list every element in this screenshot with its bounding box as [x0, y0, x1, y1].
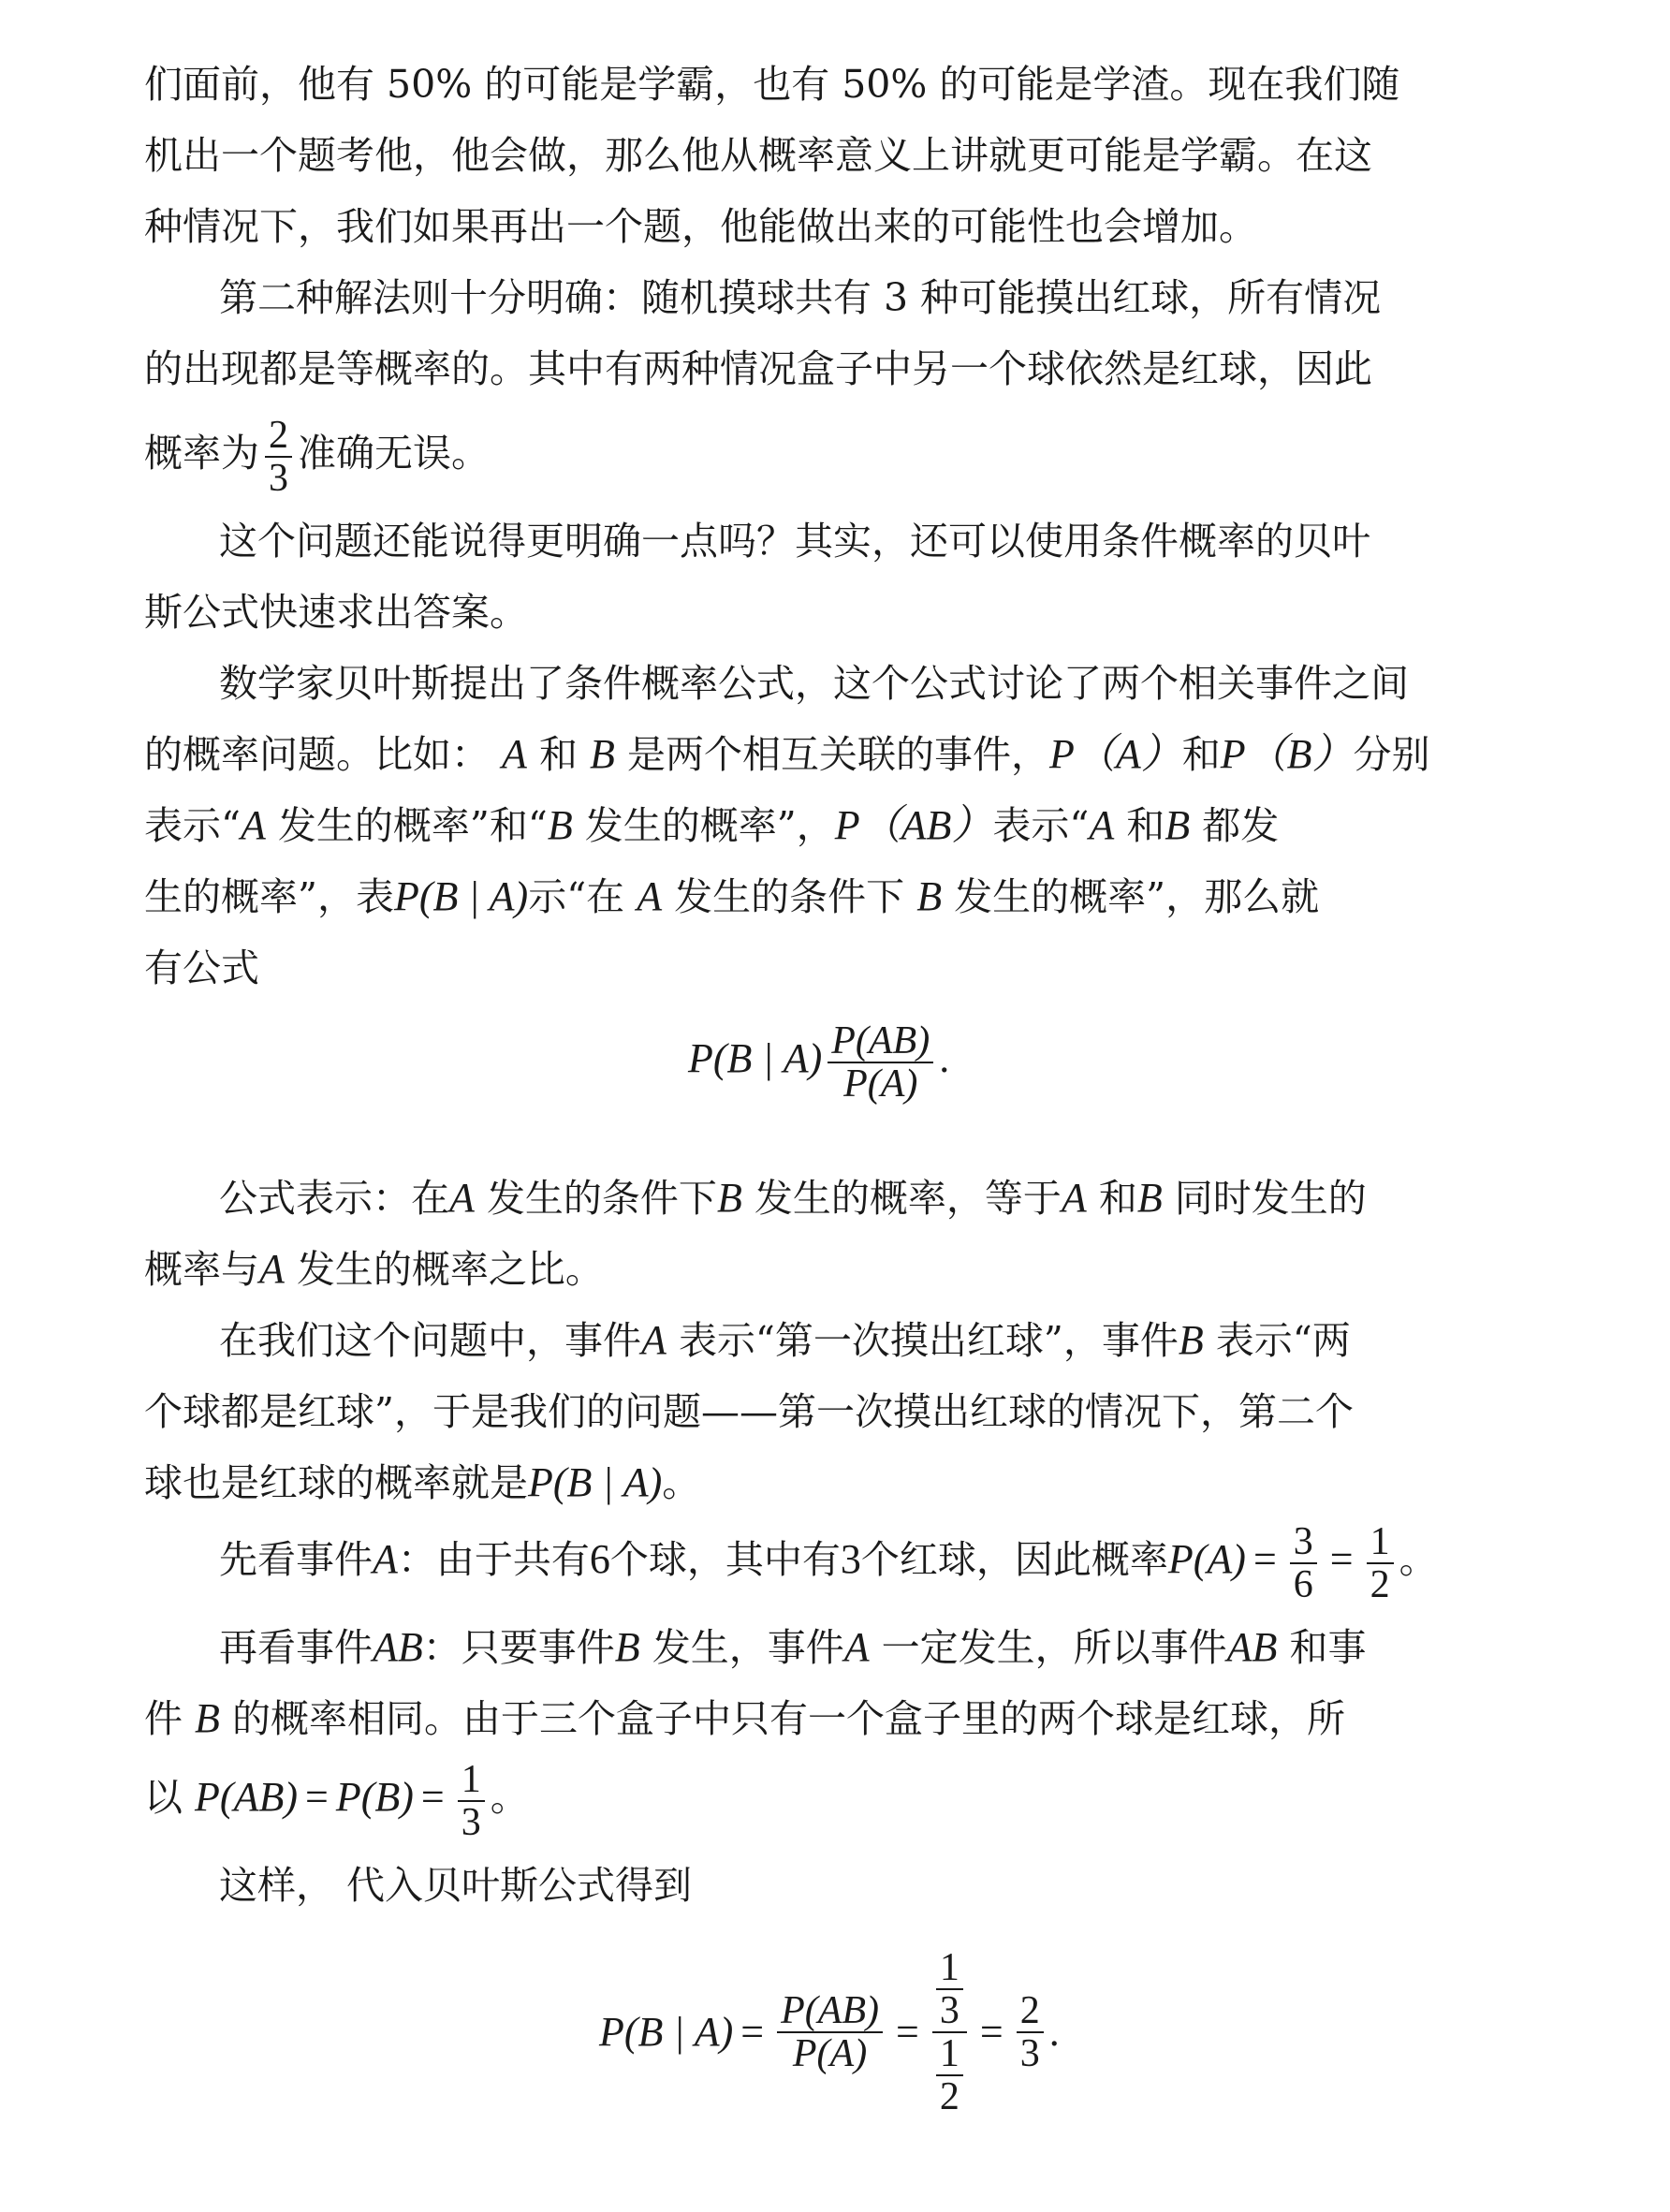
text-line: 斯公式快速求出答案。: [144, 590, 528, 635]
text: 准确无误。: [298, 431, 490, 476]
text-line: 在我们这个问题中，事件A 表示“第一次摸出红球”，事件B 表示“两: [219, 1317, 1351, 1363]
text-line: 表示“A 发生的概率”和“B 发生的概率”，P（AB）表示“A 和B 都发: [144, 802, 1280, 848]
fraction-two-thirds: $\frac{2}{3}$: [1017, 1990, 1044, 2074]
fraction: $\frac{P(AB)}{P(A)}$: [828, 1020, 933, 1105]
text-line: 先看事件A：由于共有6个球，其中有3个红球，因此概率P(A) = $\frac{3}{6}$ = $\frac{1}{2}$ 。: [219, 1519, 1438, 1606]
text-line: 概率与A 发生的概率之比。: [144, 1246, 604, 1292]
text-line: 的概率问题。比如： A 和 B 是两个相互关联的事件，P（A）和P（B）分别: [144, 731, 1430, 777]
text-line: [144, 406, 490, 500]
fraction-three-sixths: $\frac{3}{6}$: [1290, 1521, 1317, 1605]
text-line: 再看事件AB：只要事件B 发生，事件A 一定发生，所以事件AB 和事: [219, 1624, 1367, 1670]
text-line: 机出一个题考他，他会做，那么他从概率意义上讲就更可能是学霸。在这: [144, 133, 1372, 178]
text-line: 有公式: [144, 945, 259, 990]
fraction-one-third: $\frac{1}{3}$: [458, 1759, 485, 1843]
text-line: 件 B 的概率相同。由于三个盒子中只有一个盒子里的两个球是红球，所: [144, 1695, 1345, 1741]
bayes-formula: P(B | A) $\frac{P(AB)}{P(A)}$ .: [688, 1019, 950, 1106]
text-line: 的出现都是等概率的。其中有两种情况盒子中另一个球依然是红球，因此: [144, 346, 1372, 391]
bayes-result-formula: P(B | A) = $\frac{P(AB)}{P(A)}$ = $\frac{\frac{1}{3}}{\frac{1}{2}}$ = $\frac{2}{3}$ .: [599, 1946, 1060, 2118]
fraction-one-half: $\frac{1}{2}$: [1367, 1521, 1394, 1605]
text-line: 球也是红球的概率就是P(B | A)。: [144, 1459, 701, 1505]
fraction-two-thirds: $\frac{2}{3}$: [265, 415, 292, 499]
compound-fraction: $\frac{\frac{1}{3}}{\frac{1}{2}}$: [932, 1947, 967, 2117]
text-line: 第二种解法则十分明确：随机摸球共有 3 种可能摸出红球，所有情况: [219, 275, 1382, 320]
text: 概率为: [144, 431, 259, 476]
text-line: 种情况下，我们如果再出一个题，他能做出来的可能性也会增加。: [144, 204, 1257, 249]
text-line: 公式表示：在A 发生的条件下B 发生的概率，等于A 和B 同时发生的: [219, 1175, 1367, 1221]
fraction: $\frac{P(AB)}{P(A)}$: [777, 1990, 883, 2074]
text-line: 数学家贝叶斯提出了条件概率公式，这个公式讨论了两个相关事件之间: [219, 661, 1409, 706]
text-line: 个球都是红球”，于是我们的问题——第一次摸出红球的情况下，第二个: [144, 1389, 1354, 1434]
text-line: 以 P(AB) = P(B) = $\frac{1}{3}$ 。: [144, 1757, 529, 1844]
text-line: 这个问题还能说得更明确一点吗？其实，还可以使用条件概率的贝叶: [219, 519, 1370, 564]
text-line: 们面前，他有 50% 的可能是学霸，也有 50% 的可能是学渣。现在我们随: [144, 62, 1400, 107]
text-line: 这样， 代入贝叶斯公式得到: [219, 1863, 693, 1908]
text-line: 生的概率”，表P(B | A)示“在 A 发生的条件下 B 发生的概率”，那么就: [144, 873, 1320, 919]
